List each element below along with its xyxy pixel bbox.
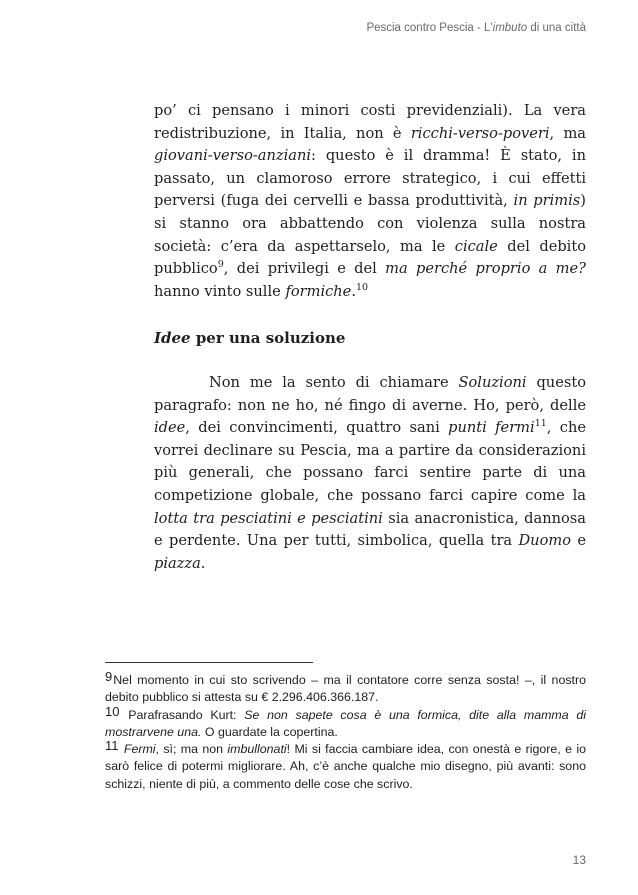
running-title-part: Pescia contro Pescia - L' bbox=[366, 22, 493, 34]
footnotes bbox=[105, 669, 586, 793]
heading-italic: Idee bbox=[154, 329, 191, 347]
running-title-part: di una città bbox=[527, 22, 586, 34]
footnote-10: 10 Parafrasando Kurt: Se non sapete cosa è una formica, dite alla mamma di mostrarvene una. O guardate la copertina. bbox=[105, 703, 586, 739]
footnote-text: Nel momento in cui sto scrivendo – ma il contatore corre senza sosta! –, il nostro debito pubblico si attesta su € 2.296.406.366.187. bbox=[105, 673, 586, 705]
footnote-number: 9 bbox=[105, 669, 113, 684]
page-number: 13 bbox=[572, 853, 586, 867]
footnote-number: 11 bbox=[105, 738, 119, 754]
footnote-divider bbox=[105, 662, 313, 663]
footnote-ref-10: 10 bbox=[355, 281, 369, 293]
paragraph-ideas: Non me la sento di chiamare Soluzioni questo paragrafo: non ne ho, né fingo di averne. Ho, però, delle idee, dei convincimenti, quattro sani punti fermi$^{11}$, che vorrei declinare su Pescia, ma a partire da considerazioni più generali, che possano farci sentire parte di una competizione globale, che possano farci capire come la lotta tra pesciatini e pesciatini sia anacronistica, dannosa e perdente. Una per tutti, simbolica, quella tra Duomo e piazza. bbox=[154, 374, 586, 572]
running-title-italic: imbuto bbox=[492, 22, 528, 34]
footnote-ref-11: 11 bbox=[534, 418, 547, 430]
footnote-11: 11 Fermi, sì; ma non imbullonati! Mi si faccia cambiare idea, con onestà e rigore, e io sarò felice di potermi migliorare. Ah, c’è anche qualche mio disegno, più avanti: sono schizzi, niente di più, a commento delle cose che scrivo. bbox=[105, 738, 586, 791]
footnote-ref-9: 9 bbox=[217, 259, 224, 271]
section-heading bbox=[154, 329, 345, 347]
paragraph-continuation: po’ ci pensano i minori costi previdenziali). La vera redistribuzione, in Italia, non è ricchi-verso-poveri, ma giovani-verso-anziani: questo è il dramma! È stato, in passato, un clamoroso errore strategico, i cui effetti perversi (fuga dei cervelli e bassa produttività, in primis) si stanno ora abbattendo con violenza sulla nostra società: c’era da aspettarselo, ma le cicale del debito pubblico$^9$, dei privilegi e del ma perché proprio a me? hanno vinto sulle formiche.$^{10}$ bbox=[154, 102, 586, 300]
running-header bbox=[366, 22, 586, 34]
footnote-number: 10 bbox=[105, 703, 120, 719]
footnote-9 bbox=[105, 669, 586, 707]
heading-text: per una soluzione bbox=[190, 329, 346, 347]
